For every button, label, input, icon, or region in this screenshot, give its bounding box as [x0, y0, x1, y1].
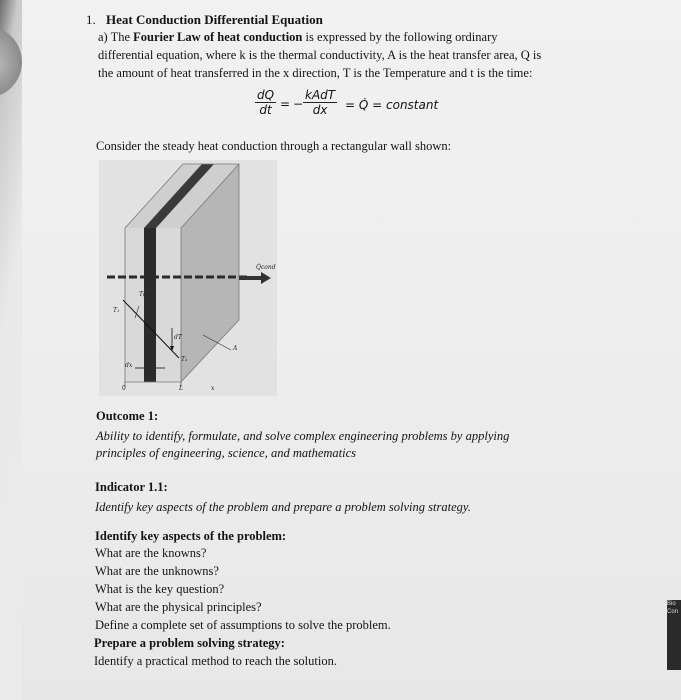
part-a-line1 — [98, 30, 498, 45]
consider-text: Consider the steady heat conduction through a rectangular wall shown: — [96, 139, 452, 153]
indicator-heading: Indicator 1.1: — [95, 480, 168, 494]
t1-label: T₁ — [113, 307, 120, 314]
dq-dt-fraction — [255, 88, 276, 117]
key-aspect-item: What are the unknowns? — [95, 564, 219, 578]
eq-rhs-denominator: dx — [312, 103, 328, 117]
eq-lhs-numerator: dQ — [257, 88, 275, 102]
length-label: L — [179, 385, 183, 392]
slice-front — [144, 228, 156, 382]
kadt-dx-fraction — [303, 88, 337, 117]
origin-label: 0 — [122, 385, 126, 392]
outcome-line2: principles of engineering, science, and mathematics — [96, 446, 357, 460]
dt-label: dT — [174, 334, 182, 341]
indicator-line1: Identify key aspects of the problem and prepare a problem solving strategy. — [95, 500, 471, 514]
key-aspect-item: What are the knowns? — [95, 546, 207, 560]
eq-lhs-denominator: dt — [259, 103, 272, 117]
wall-figure — [99, 160, 277, 396]
fourier-law-term: Fourier Law of heat conduction — [133, 30, 303, 44]
outcome-heading: Outcome 1: — [96, 409, 159, 423]
key-aspect-item: Define a complete set of assumptions to solve the problem. — [95, 618, 391, 632]
part-a-line3: the amount of heat transferred in the x direction, T is the Temperature and t is the time: — [98, 66, 533, 80]
outcome-line1: Ability to identify, formulate, and solve complex engineering problems by applying — [96, 429, 510, 443]
area-label: A — [233, 345, 238, 352]
q-cond-label: Q̇cond — [256, 264, 276, 271]
section-number: 1. — [86, 12, 96, 27]
dx-label: dx — [125, 362, 133, 369]
x-axis-label: x — [211, 385, 215, 392]
wall-conduction-diagram — [99, 160, 277, 396]
part-a-line1-rest: is expressed by the following ordinary — [305, 30, 498, 44]
background-edge-text: Bio Con — [667, 600, 681, 670]
key-aspect-item: What are the physical principles? — [95, 600, 262, 614]
key-aspect-item: What is the key question? — [95, 582, 225, 596]
finger-shadow — [0, 26, 22, 98]
part-a-line2: differential equation, where k is the thermal conductivity, A is the heat transfer area, Q is — [98, 48, 542, 62]
eq-tail: = Q̇ = constant — [345, 98, 439, 112]
t2-label: T₂ — [181, 356, 188, 363]
strategy-line1: Identify a practical method to reach the solution. — [94, 654, 337, 668]
eq-rhs-numerator: kAdT — [305, 88, 336, 102]
section-title: Heat Conduction Differential Equation — [106, 12, 323, 27]
strategy-heading: Prepare a problem solving strategy: — [94, 636, 285, 650]
part-a-label: a) The — [98, 30, 131, 44]
heat-flow-arrowhead — [261, 272, 271, 284]
eq-equals-1: = — [280, 97, 291, 111]
tx-label: T(x) — [139, 291, 152, 298]
eq-minus: − — [293, 97, 304, 111]
key-aspects-heading: Identify key aspects of the problem: — [95, 529, 287, 543]
